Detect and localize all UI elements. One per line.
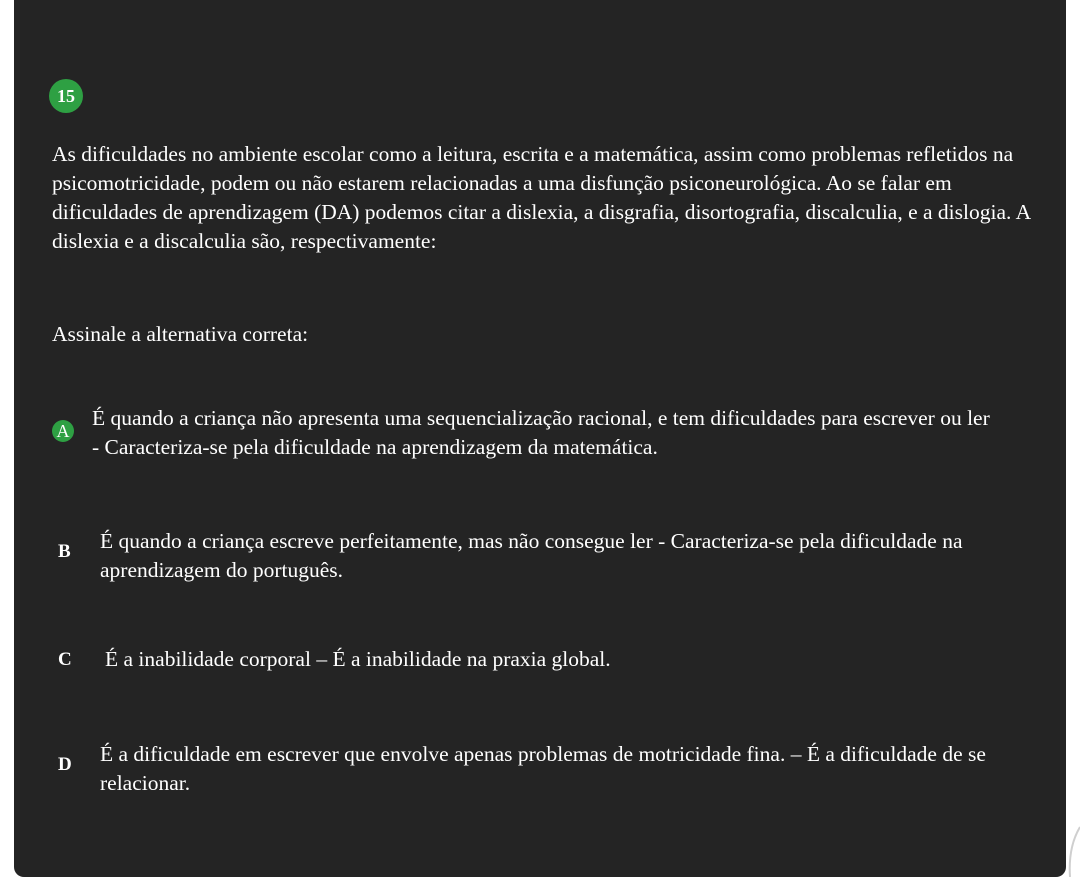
option-c[interactable] [52, 645, 1012, 675]
option-b-letter: B [58, 541, 71, 562]
option-d-text: É a dificuldade em escrever que envolve apenas problemas de motricidade fina. – É a dificuldade de se relacionar. [100, 742, 986, 795]
option-a[interactable] [52, 404, 1012, 464]
option-a-letter-selected: A [52, 420, 74, 442]
option-b[interactable] [52, 527, 1012, 587]
corner-arc-decoration [1066, 817, 1080, 877]
instruction-text: Assinale a alternativa correta: [52, 322, 309, 346]
question-text: As dificuldades no ambiente escolar como a leitura, escrita e a matemática, assim como problemas refletidos na psicomotricidade, podem ou não estarem relacionadas a uma disfunção psiconeurológica. Ao se falar em dificuldades de aprendizagem (DA) podemos citar a dislexia, a disgrafia, disortografia, discalculia, e a dislogia. A dislexia e a discalculia são, respectivamente: [52, 142, 1030, 253]
option-d[interactable] [52, 740, 1012, 800]
option-b-text: É quando a criança escreve perfeitamente, mas não consegue ler - Caracteriza-se pela dificuldade na aprendizagem do português. [100, 529, 963, 582]
question-number-badge: 15 [49, 79, 83, 113]
option-a-text: É quando a criança não apresenta uma sequencialização racional, e tem dificuldades para escrever ou ler - Caracteriza-se pela dificuldade na aprendizagem da matemática. [92, 406, 990, 459]
option-c-letter: C [58, 649, 72, 670]
option-c-text: É a inabilidade corporal – É a inabilidade na praxia global. [105, 647, 611, 671]
option-d-letter: D [58, 754, 72, 775]
